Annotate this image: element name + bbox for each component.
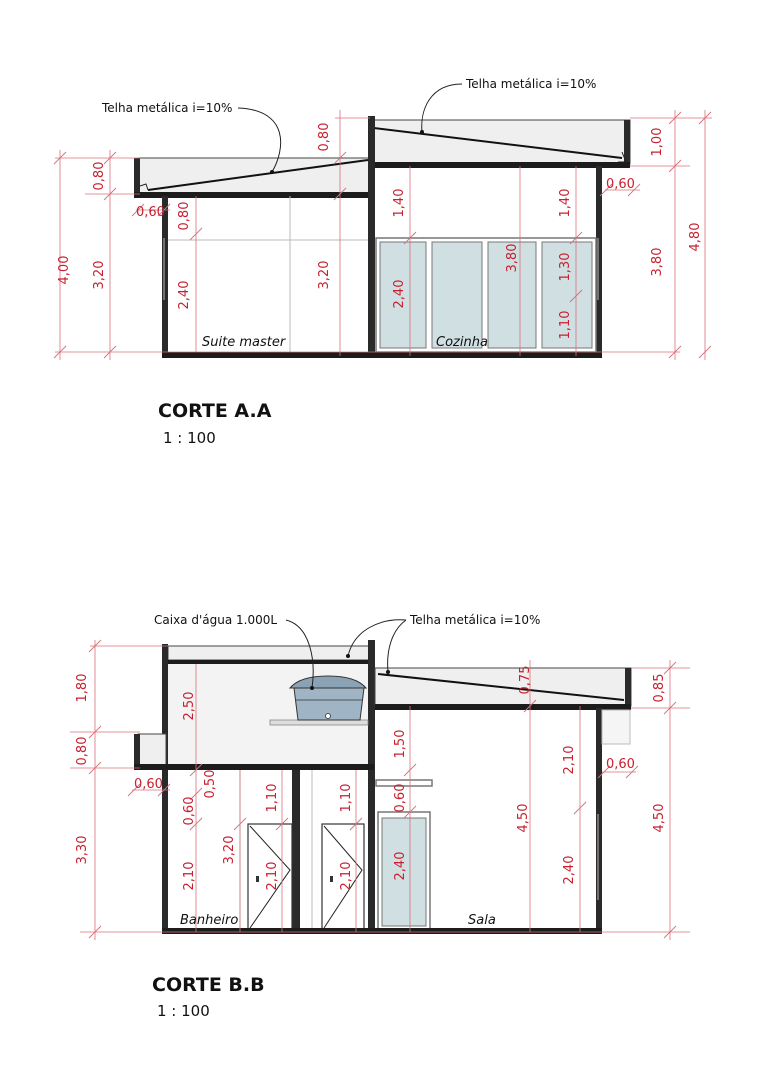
dim-label: 4,80 [688, 222, 703, 252]
section-b-scale: 1 : 100 [157, 1002, 210, 1020]
floor-a [162, 352, 602, 358]
dim-label: 1,30 [558, 252, 573, 282]
dim-label: 0,60 [134, 777, 163, 792]
dim-label: 4,00 [57, 255, 72, 285]
dim-label: 0,80 [75, 736, 90, 766]
dim-label: 2,10 [562, 745, 577, 775]
dim-label: 3,80 [650, 247, 665, 277]
dim-label: 1,10 [558, 310, 573, 340]
section-a-drawing [54, 84, 712, 360]
note-roof-right: Telha metálica i=10% [466, 77, 597, 91]
tank-roof [168, 646, 370, 660]
dim-label: 2,40 [562, 855, 577, 885]
dim-label: 2,40 [177, 280, 192, 310]
dim-label: 0,60 [393, 783, 408, 813]
dim-label: 0,60 [606, 757, 635, 772]
dim-label: 1,10 [265, 783, 280, 813]
dim-label: 0,80 [177, 201, 192, 231]
wall-left [162, 196, 168, 356]
leader-roof-b-2 [388, 620, 406, 672]
dim-label: 2,10 [265, 861, 280, 891]
dim-label: 3,20 [317, 260, 332, 290]
dim-label: 3,20 [92, 260, 107, 290]
roof-right [372, 120, 630, 164]
dim-label: 1,40 [558, 188, 573, 218]
section-b-drawing [70, 620, 690, 940]
dim-label: 2,40 [392, 279, 407, 309]
dim-label: 4,50 [516, 803, 531, 833]
dim-label: 3,20 [222, 835, 237, 865]
dim-label: 2,50 [182, 691, 197, 721]
dim-label: 0,85 [652, 673, 667, 703]
note-roof-left: Telha metálica i=10% [102, 101, 233, 115]
dim-label: 0,75 [518, 665, 533, 695]
dim-label: 0,80 [92, 161, 107, 191]
dim-label: 0,60 [136, 205, 165, 220]
dim-label: 1,50 [393, 729, 408, 759]
section-b-title: CORTE B.B [152, 974, 265, 996]
room-cozinha: Cozinha [436, 335, 488, 350]
dim-label: 1,80 [75, 673, 90, 703]
note-water-tank: Caixa d'água 1.000L [154, 613, 278, 627]
dim-label: 0,60 [182, 796, 197, 826]
dim-label: 0,80 [317, 122, 332, 152]
room-suite-master: Suite master [202, 335, 286, 350]
dim-label: 1,10 [339, 783, 354, 813]
dim-label: 0,60 [606, 177, 635, 192]
dim-label: 2,10 [339, 861, 354, 891]
room-sala: Sala [468, 913, 496, 928]
dim-label: 2,10 [182, 861, 197, 891]
room-banheiro: Banheiro [180, 913, 239, 928]
dim-label: 1,00 [650, 127, 665, 157]
section-a-scale: 1 : 100 [163, 429, 216, 447]
dim-label: 3,80 [505, 243, 520, 273]
wall-middle [368, 116, 375, 356]
section-a-title: CORTE A.A [158, 400, 272, 422]
dim-label: 0,50 [203, 769, 218, 799]
dim-label: 2,40 [393, 851, 408, 881]
wall-b-middle [368, 640, 375, 934]
note-roof-b: Telha metálica i=10% [410, 613, 541, 627]
dim-label: 3,30 [75, 835, 90, 865]
dim-label: 4,50 [652, 803, 667, 833]
dim-label: 1,40 [392, 188, 407, 218]
floor-b [162, 928, 602, 934]
